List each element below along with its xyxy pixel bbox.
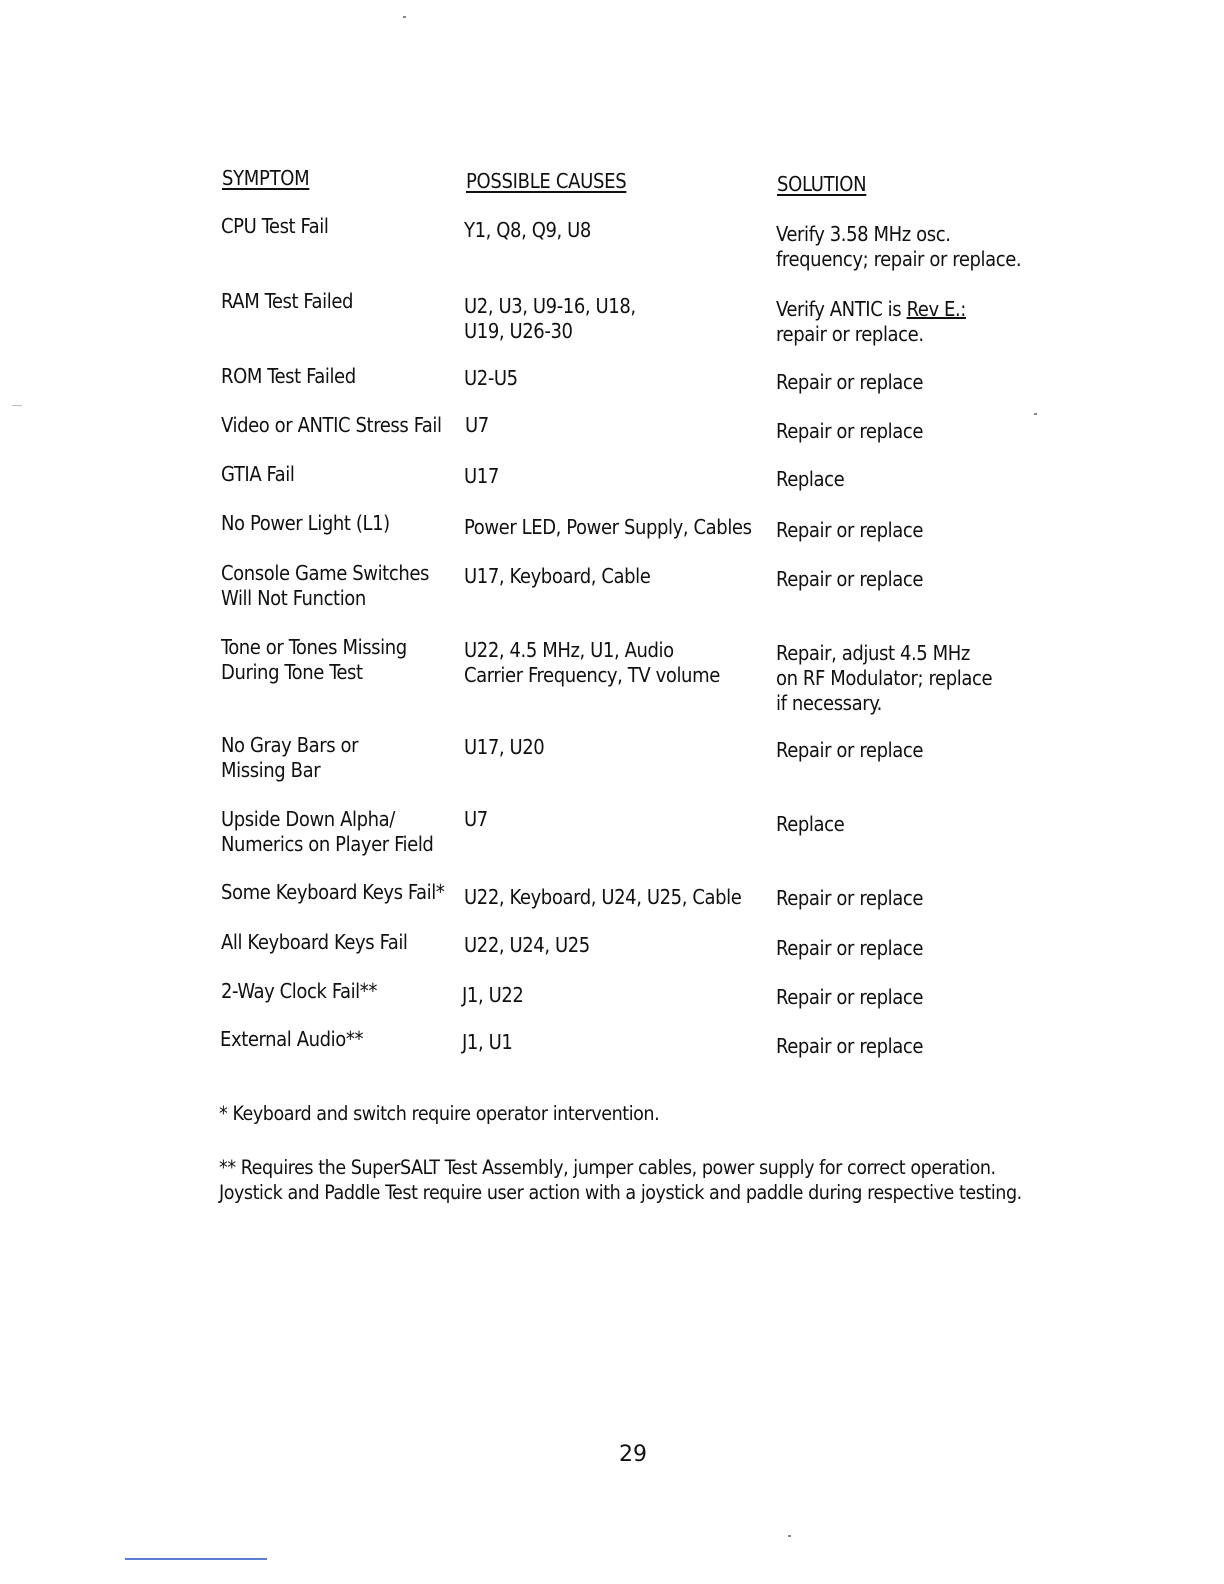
causes-cell: J1, U1: [462, 1030, 513, 1054]
symptom-cell: All Keyboard Keys Fail: [221, 930, 408, 954]
causes-cell: U22, 4.5 MHz, U1, Audio Carrier Frequency, TV volume: [464, 638, 720, 687]
symptom-cell: Console Game Switches Will Not Function: [221, 561, 429, 610]
symptom-cell: ROM Test Failed: [221, 364, 356, 388]
solution-cell: Repair or replace: [776, 419, 923, 443]
causes-cell: U2, U3, U9-16, U18, U19, U26-30: [464, 294, 636, 343]
symptom-cell: No Gray Bars or Missing Bar: [221, 733, 359, 782]
causes-cell: J1, U22: [462, 983, 524, 1007]
scan-speck: [1034, 413, 1037, 415]
scan-speck: [788, 1535, 791, 1537]
causes-cell: U7: [465, 413, 489, 437]
footnote-single-asterisk: * Keyboard and switch require operator intervention.: [219, 1102, 660, 1125]
symptom-cell: CPU Test Fail: [221, 214, 329, 238]
solution-text: repair or replace.: [776, 322, 924, 346]
revision-underlined: Rev E.:: [906, 297, 966, 321]
solution-text: Verify ANTIC is: [776, 297, 907, 321]
causes-cell: U7: [464, 807, 488, 831]
solution-cell: Repair or replace: [776, 738, 923, 762]
solution-cell: Repair or replace: [776, 370, 923, 394]
solution-cell: [776, 297, 1076, 347]
causes-cell: U17, U20: [464, 735, 545, 759]
solution-cell: Replace: [776, 812, 845, 836]
solution-cell: Replace: [776, 467, 845, 491]
scan-speck: [12, 405, 22, 406]
symptom-cell: GTIA Fail: [221, 462, 295, 486]
causes-cell: U2-U5: [464, 366, 518, 390]
solution-cell: Repair or replace: [776, 567, 923, 591]
causes-cell: U22, Keyboard, U24, U25, Cable: [464, 885, 742, 909]
symptom-cell: RAM Test Failed: [221, 289, 354, 313]
solution-cell: Repair or replace: [776, 936, 923, 960]
solution-cell: Repair, adjust 4.5 MHz on RF Modulator; replace if necessary.: [776, 641, 993, 715]
page-number: 29: [619, 1442, 647, 1467]
causes-cell: Power LED, Power Supply, Cables: [464, 515, 752, 539]
symptom-cell: No Power Light (L1): [221, 511, 390, 535]
symptom-cell: Tone or Tones Missing During Tone Test: [221, 635, 407, 684]
causes-cell: U17: [464, 464, 499, 488]
symptom-cell: External Audio**: [220, 1027, 364, 1051]
symptom-cell: Video or ANTIC Stress Fail: [221, 413, 442, 437]
solution-cell: Repair or replace: [776, 886, 923, 910]
symptom-cell: 2-Way Clock Fail**: [221, 979, 377, 1003]
symptom-cell: Some Keyboard Keys Fail*: [221, 880, 445, 904]
header-possible-causes: POSSIBLE CAUSES: [466, 169, 627, 193]
header-symptom: SYMPTOM: [222, 166, 310, 190]
scan-edge-line: [125, 1558, 267, 1560]
header-solution: SOLUTION: [777, 172, 867, 196]
causes-cell: Y1, Q8, Q9, U8: [464, 218, 591, 242]
scan-speck: [403, 16, 406, 18]
solution-cell: Repair or replace: [776, 985, 923, 1009]
solution-cell: Repair or replace: [776, 518, 923, 542]
causes-cell: U22, U24, U25: [464, 933, 590, 957]
solution-cell: Repair or replace: [776, 1034, 923, 1058]
footnote-double-asterisk: ** Requires the SuperSALT Test Assembly, jumper cables, power supply for correct operation. Joystick and Paddle Test require user action with a joystick and paddle during respective testing.: [219, 1156, 1022, 1204]
symptom-cell: Upside Down Alpha/ Numerics on Player Field: [221, 807, 434, 856]
solution-cell: Verify 3.58 MHz osc. frequency; repair or replace.: [776, 222, 1022, 271]
causes-cell: U17, Keyboard, Cable: [464, 564, 651, 588]
